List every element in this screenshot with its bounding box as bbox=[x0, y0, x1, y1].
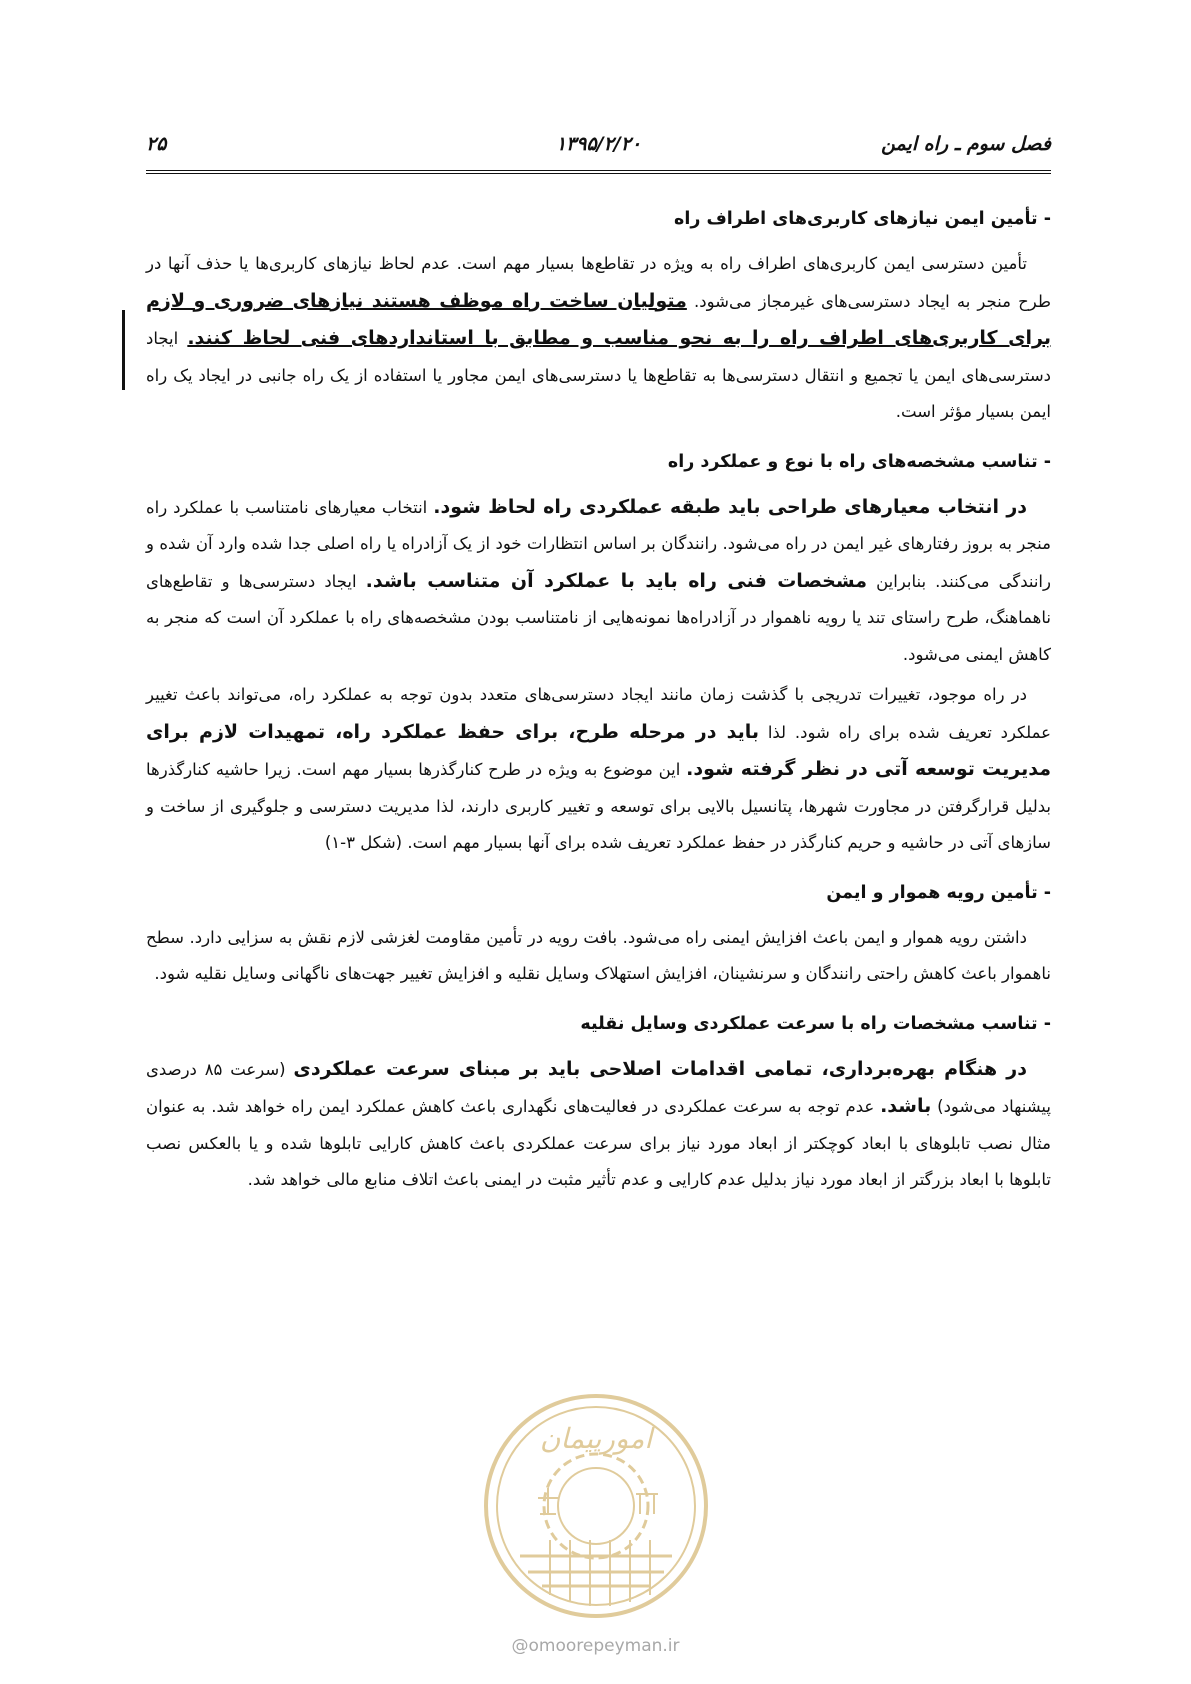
bold-statement: در انتخاب معیارهای طراحی باید طبقه عملکردی راه لحاظ شود. bbox=[433, 495, 1028, 518]
page-number: ۲۵ bbox=[146, 133, 167, 155]
paragraph bbox=[146, 246, 1051, 431]
paragraph-text: در راه موجود، تغییرات تدریجی با گذشت زمان مانند ایجاد دسترسی‌های متعدد بدون توجه به عملکرد راه، می‌تواند باعث تغییر عملکرد تعریف شده برای راه شود. لذا bbox=[146, 685, 1052, 742]
document-body bbox=[146, 188, 1051, 1203]
section-road-function bbox=[146, 445, 1051, 862]
underlined-statement: متولیان ساخت راه موظف هستند نیازهای ضروری و لازم برای کاربری‌های اطراف راه را به نحو مناسب و مطابق با استانداردهای فنی لحاظ کنند. bbox=[146, 289, 1051, 349]
paragraph bbox=[146, 677, 1051, 862]
chapter-title: فصل سوم ـ راه ایمن bbox=[881, 133, 1051, 155]
paragraph-text: (سرعت ۸۵ درصدی پیشنهاد می‌شود) bbox=[146, 1059, 1051, 1116]
paragraph bbox=[146, 1051, 1051, 1199]
paragraph: داشتن رویه هموار و ایمن باعث افزایش ایمنی راه می‌شود. بافت رویه در تأمین مقاومت لغزشی لازم نقش به سزایی دارد. سطح ناهموار باعث کاهش راحتی رانندگان و سرنشینان، افزایش استهلاک وسایل نقلیه و افزایش تغییر جهت‌های ناگهانی وسایل نقلیه شود. bbox=[146, 927, 1051, 983]
paragraph-text: تأمین دسترسی ایمن کاربری‌های اطراف راه به ویژه در تقاطع‌ها بسیار مهم است. عدم لحاظ نیازهای کاربری‌ها یا حذف آنها در طرح منجر به ایجاد دسترسی‌های غیرمجاز می‌شود. bbox=[146, 254, 1051, 311]
section-roadside-uses bbox=[146, 202, 1051, 431]
page-header bbox=[146, 133, 1051, 173]
header-rule bbox=[146, 170, 1051, 174]
footer-url-text: omoorepeyman.ir bbox=[528, 1636, 680, 1656]
header-date: ۱۳۹۵/۲/۲۰ bbox=[555, 133, 642, 155]
paragraph-text: این موضوع به ویژه در طرح کنارگذرها بسیار مهم است. زیرا حاشیه کنارگذرها بدلیل قرارگرفتن در مجاورت شهرها، پتانسیل بالایی برای توسعه و تغییر کاربری دارند، لذا مدیریت دسترسی و جلوگیری از ساخت و سازهای آتی در حاشیه و حریم کنارگذر در حفظ عملکرد تعریف شده برای آنها بسیار مهم است. (شکل ۳-۱) bbox=[146, 760, 1051, 852]
paragraph bbox=[146, 489, 1051, 674]
paragraph-text: ایجاد دسترسی‌ها و تقاطع‌های ناهماهنگ، طرح راستای تند یا رویه ناهموار در آزادراه‌ها نمونه‌هایی از نامتناسب بودن مشخصه‌های راه با عملکرد آن است که منجر به کاهش ایمنی می‌شود. bbox=[146, 571, 1051, 664]
section-heading: - تأمین ایمن نیازهای کاربری‌های اطراف راه bbox=[673, 209, 1051, 229]
section-smooth-surface bbox=[146, 876, 1051, 993]
margin-change-bar bbox=[122, 310, 125, 390]
bold-statement: مشخصات فنی راه باید با عملکرد آن متناسب باشد. bbox=[365, 569, 867, 592]
bold-statement: در هنگام بهره‌برداری، تمامی اقدامات اصلاحی باید بر مبنای سرعت عملکردی bbox=[293, 1057, 1027, 1080]
at-icon: @ bbox=[511, 1636, 529, 1656]
paragraph-text: عدم توجه به سرعت عملکردی در فعالیت‌های نگهداری باعث کاهش عملکرد ایمن راه خواهد شد. به عنوان مثال نصب تابلوهای با ابعاد کوچکتر از ابعاد مورد نیاز برای سرعت عملکردی باعث کاهش کارایی تابلوها شده و یا بالعکس نصب تابلوها با ابعاد بزرگتر از ابعاد مورد نیاز بدلیل عدم کارایی و عدم تأثیر مثبت در ایمنی باعث اتلاف منابع مالی خواهد شد. bbox=[146, 1097, 1051, 1189]
section-heading: - تناسب مشخصه‌های راه با نوع و عملکرد راه bbox=[667, 451, 1051, 472]
bold-statement: باشد. bbox=[880, 1095, 932, 1117]
section-heading: - تناسب مشخصات راه با سرعت عملکردی وسایل نقلیه bbox=[580, 1013, 1051, 1034]
section-heading: - تأمین رویه هموار و ایمن bbox=[826, 882, 1051, 903]
footer-url bbox=[0, 1636, 1191, 1656]
watermark-logo-text: امورپیمان bbox=[539, 1422, 653, 1455]
paragraph-text: انتخاب معیارهای نامتناسب با عملکرد راه منجر به بروز رفتارهای غیر ایمن در راه می‌شود. رانندگان بر اساس انتظارات خود از یک آزادراه یا راه اصلی جدا شده وارد آن شده و رانندگی می‌کنند. بنابراین bbox=[146, 497, 1051, 591]
bold-statement: باید در مرحله طرح، برای حفظ عملکرد راه، تمهیدات لازم برای مدیریت توسعه آتی در نظر گرفته شود. bbox=[146, 720, 1051, 780]
section-operating-speed bbox=[146, 1007, 1051, 1199]
watermark-seal-logo bbox=[480, 1390, 712, 1622]
paragraph-text: ایجاد دسترسی‌های ایمن یا تجمیع و انتقال دسترسی‌ها به تقاطع‌ها یا دسترسی‌های ایمن مجاور یا استفاده از یک راه جانبی در ایجاد یک راه ایمن بسیار مؤثر است. bbox=[146, 329, 1051, 421]
